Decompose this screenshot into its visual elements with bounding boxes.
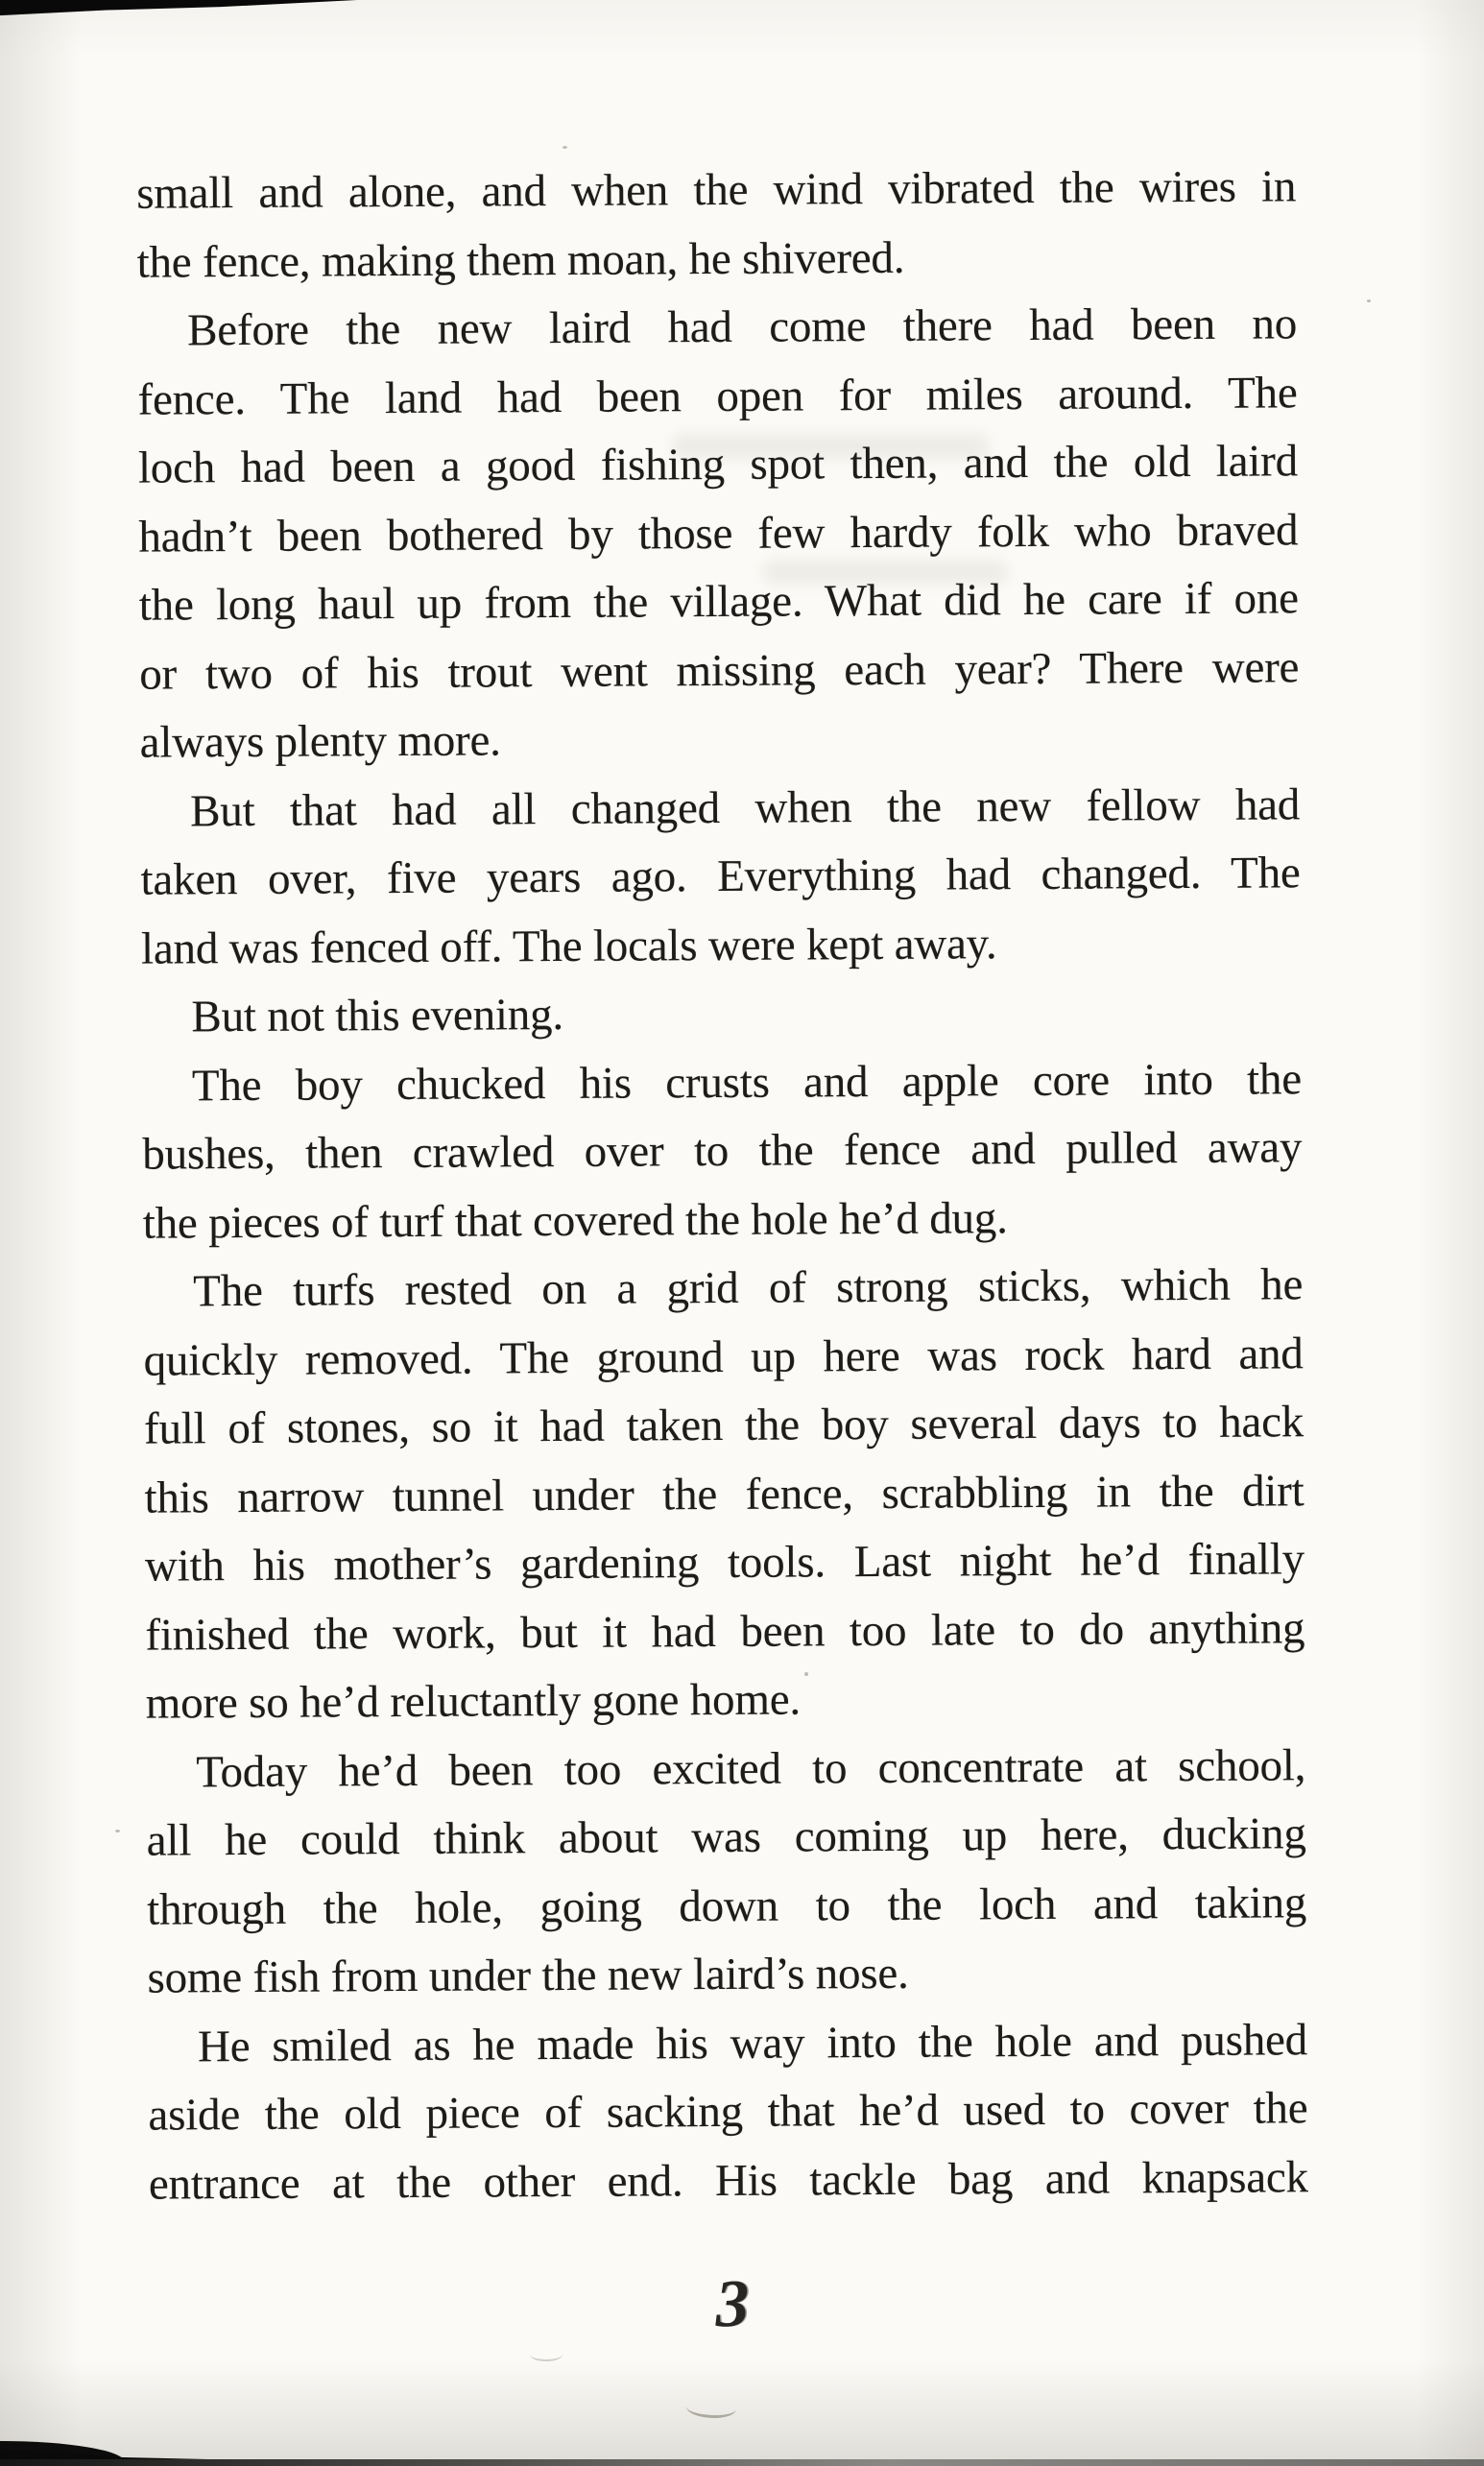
text-line: this narrow tunnel under the fence, scrabbling in the dirt xyxy=(144,1465,1304,1523)
text-line: through the hole, going down to the loch and taking xyxy=(146,1877,1307,1935)
text-line: the pieces of turf that covered the hole he’d dug. xyxy=(142,1192,1008,1249)
text-line: more so he’d reluctantly gone home. xyxy=(145,1674,802,1729)
text-line: some fish from under the new laird’s nose. xyxy=(147,1948,909,2003)
text-line: aside the old piece of sacking that he’d used to cover the xyxy=(148,2083,1308,2141)
text-line: Today he’d been too excited to concentrate at school, xyxy=(196,1739,1306,1797)
text-line: always plenty more. xyxy=(139,715,501,768)
text-line: He smiled as he made his way into the hole and pushed xyxy=(197,2014,1308,2071)
page-number: 3 xyxy=(714,2266,751,2342)
text-line: the long haul up from the village. What did he care if one xyxy=(138,573,1299,631)
scan-edge-bottom xyxy=(0,2459,1484,2466)
text-line: or two of his trout went missing each year? There were xyxy=(139,641,1300,700)
text-line: fence. The land had been open for miles around. The xyxy=(137,367,1298,425)
text-line: bushes, then crawled over to the fence and pulled away xyxy=(142,1122,1303,1180)
scan-speckle xyxy=(1367,299,1371,302)
text-line: The boy chucked his crusts and apple core into the xyxy=(191,1053,1303,1111)
text-line: taken over, five years ago. Everything had changed. The xyxy=(140,848,1301,905)
text-line: The turfs rested on a grid of strong sticks, which he xyxy=(193,1259,1304,1317)
text-line: the fence, making them moan, he shivered. xyxy=(136,232,905,288)
text-line: Before the new laird had come there had been no xyxy=(186,299,1298,356)
text-line: quickly removed. The ground up here was rock hard and xyxy=(143,1328,1304,1386)
text-line: But that had all changed when the new fellow had xyxy=(189,778,1301,836)
text-line: land was fenced off. The locals were kept away. xyxy=(140,918,997,974)
scan-speckle xyxy=(562,146,567,149)
smudge-mark xyxy=(530,2348,562,2361)
text-line: full of stones, so it had taken the boy several days to hack xyxy=(143,1397,1304,1454)
text-line: But not this evening. xyxy=(191,989,564,1042)
scan-speckle xyxy=(115,1830,120,1832)
scan-edge-top xyxy=(0,0,357,16)
page-text xyxy=(136,153,1308,2218)
text-line: entrance at the other end. His tackle bag and knapsack xyxy=(148,2151,1309,2210)
text-line: hadn’t been bothered by those few hardy folk who braved xyxy=(138,504,1299,563)
text-line: loch had been a good fishing spot then, and the old laird xyxy=(137,436,1299,493)
smudge-mark xyxy=(685,2397,736,2420)
text-line: finished the work, but it had been too late to do anything xyxy=(145,1602,1305,1661)
text-line: small and alone, and when the wind vibrated the wires in xyxy=(136,161,1297,219)
text-line: all he could think about was coming up here, ducking xyxy=(146,1808,1306,1866)
text-line: with his mother’s gardening tools. Last night he’d finally xyxy=(144,1534,1305,1592)
